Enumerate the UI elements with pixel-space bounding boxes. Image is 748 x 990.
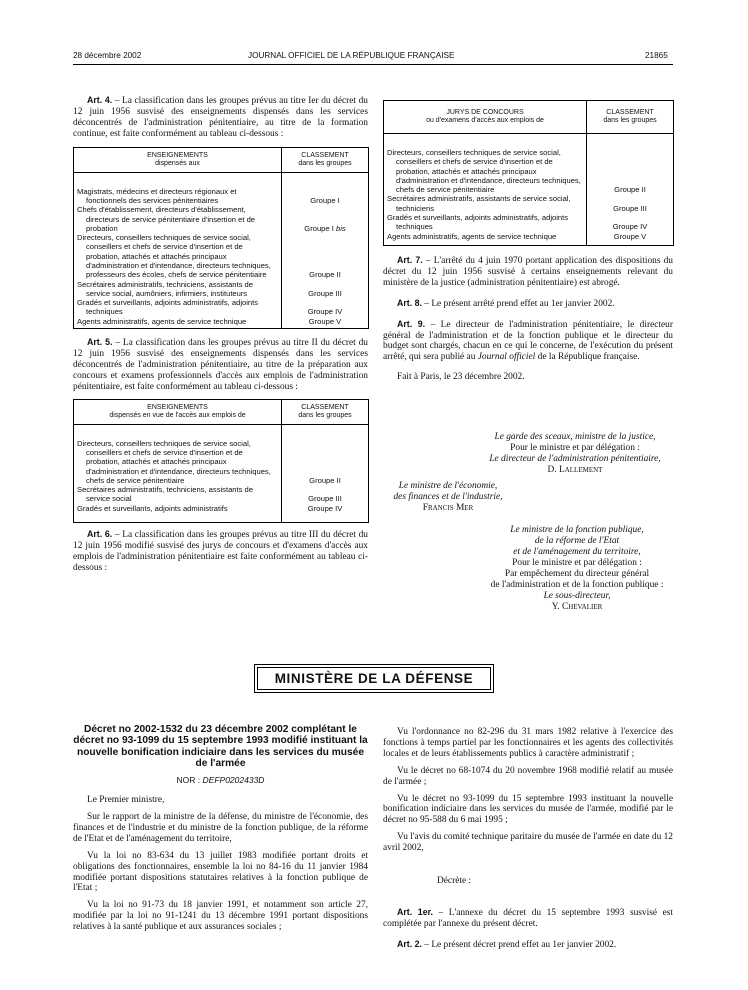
table-row-label: Chefs d'établissement, directeurs d'établissement, directeurs de service pénitentiaire d'insertion et de probation xyxy=(77,205,256,233)
table-row-group: Groupe V xyxy=(613,231,647,241)
article-6: Art. 6. – La classification dans les groupes prévus au titre III du décret du 12 juin 1956 modifié susvisé des jurys de concours et d'examens d'accès aux emplois de l'administration pénitentiaire est faite conformément au tableau ci-dessous : xyxy=(73,528,368,573)
table-row-label: Directeurs, conseillers techniques de service social, conseillers et chefs de service d'insertion et de probation, attachés et attachés principaux d'administration et d'intendance, directeurs techniques, chefs de service pénitentiaire xyxy=(387,148,581,195)
table-preparation-concours xyxy=(73,399,369,523)
table-row-label: Agents administratifs, agents de service technique xyxy=(77,316,247,326)
decree-visa: Vu l'avis du comité technique paritaire du musée de l'armée en date du 12 avril 2002, xyxy=(383,832,673,854)
table-row-label: Gradés et surveillants, adjoints administratifs, adjoints techniques xyxy=(77,298,259,317)
header-date: 28 décembre 2002 xyxy=(73,51,142,60)
header-rule xyxy=(73,64,673,65)
decree-visa: Vu le décret no 68-1074 du 20 novembre 1968 modifié relatif au musée de l'armée ; xyxy=(383,765,673,787)
table1-header-classement: CLASSEMENT dans les groupes xyxy=(282,147,369,172)
decree-right-column xyxy=(383,727,673,951)
signature-fonction-publique: Le ministre de la fonction publique, de la réforme de l'Etat et de l'aménagement du territoire, Pour le ministre et par délégation : Par empêchement du directeur général de l'administration et de la fonction publique : Le sous-directeur, Y. Chevalier xyxy=(468,525,686,613)
right-column-top xyxy=(383,100,673,383)
table2-header-enseignements: ENSEIGNEMENTS dispensés en vue de l'accès aux emplois de xyxy=(74,399,282,424)
ministry-heading: MINISTÈRE DE LA DÉFENSE xyxy=(274,671,474,686)
table-row-group: Groupe II xyxy=(614,185,646,195)
table-row-label: Gradés et surveillants, adjoints administratifs, adjoints techniques xyxy=(387,213,569,232)
table-row-group: Groupe IV xyxy=(307,503,343,513)
table-row-group: Groupe II xyxy=(309,475,341,485)
decree-decrete: Décrète : xyxy=(437,876,472,887)
header-journal: JOURNAL OFFICIEL DE LA RÉPUBLIQUE FRANÇAISE xyxy=(248,51,455,60)
table-row-group: Groupe I bis xyxy=(304,223,346,233)
table-row-label: Secrétaires administratifs, techniciens, assistants de service social, aumôniers, infirmiers, instituteurs xyxy=(77,279,253,298)
article-4: Art. 4. – La classification dans les groupes prévus au titre Ier du décret du 12 juin 1956 susvisé des enseignements dispensés dans les services déconcentrés de l'administration pénitentiaire, au titre de la formation continue, est faite conformément au tableau ci-dessous : xyxy=(73,95,368,139)
table2-header-classement: CLASSEMENT dans les groupes xyxy=(282,399,369,424)
table-row-group: Groupe III xyxy=(613,203,647,213)
table-row-label: Directeurs, conseillers techniques de service social, conseillers et chefs de service d'insertion et de probation, attachés et attachés principaux d'administration et d'intendance, directeurs techniques, chefs de service pénitentiaire xyxy=(77,438,271,485)
table-row-label: Magistrats, médecins et directeurs régionaux et fonctionnels des services pénitentiaires xyxy=(77,186,237,205)
decree-nor: NOR : DEFP0202433D xyxy=(176,775,265,786)
header-page-number: 21865 xyxy=(645,51,668,60)
article-5: Art. 5. – La classification dans les groupes prévus au titre II du décret du 12 juin 1956 susvisé des enseignements dispensés dans les services déconcentrés de l'administration pénitentiaire, au titre de la préparation aux concours et examens professionnels d'accès aux emplois de l'administration pénitentiaire, est faite conformément au tableau ci-dessous : xyxy=(73,337,368,392)
table3-header-classement: CLASSEMENT dans les groupes xyxy=(587,101,674,134)
table-jurys-concours xyxy=(383,100,674,246)
signatory-name: D. Lallement xyxy=(547,465,603,475)
table-formation-continue xyxy=(73,147,369,329)
table-row-group: Groupe V xyxy=(308,316,342,326)
decree-article-2: Art. 2. – Le présent décret prend effet au 1er janvier 2002. xyxy=(397,938,617,950)
signature-date: Fait à Paris, le 23 décembre 2002. xyxy=(397,372,525,383)
table-row-label: Directeurs, conseillers techniques de service social, conseillers et chefs de service d'insertion et de probation, attachés et attachés principaux d'administration et d'intendance, directeurs techniques, professeurs des écoles, chefs de service pénitentiaire xyxy=(77,233,271,280)
decree-visa: Vu l'ordonnance no 82-296 du 31 mars 1982 relative à l'exercice des fonctions à temps partiel par les fonctionnaires et les agents des collectivités locales et de leurs établissements publics à caractère administratif ; xyxy=(383,727,673,759)
table-row-group: Groupe II xyxy=(309,270,341,280)
decree-left-column xyxy=(73,724,368,933)
article-7: Art. 7. – L'arrêté du 4 juin 1970 portant application des dispositions du décret du 12 juin 1956 susvisé à certains enseignements relevant du ministère de la justice (administration pénitentiaire) est abrogé. xyxy=(383,254,673,288)
table-row-group: Groupe III xyxy=(308,494,342,504)
article-9: Art. 9. – Le directeur de l'administration pénitentiaire, le directeur général de l'administration et de la fonction publique et le directeur du budget sont chargés, chacun en ce qui le concerne, de l'exécution du présent arrêté, qui sera publié au Journal officiel de la République française. xyxy=(383,318,673,363)
table-row-group: Groupe IV xyxy=(307,307,343,317)
table-row-label: Secrétaires administratifs, techniciens, assistants de service social xyxy=(77,485,253,504)
table-row-label: Secrétaires administratifs, assistants de service social, techniciens xyxy=(387,194,571,213)
table-row-label: Agents administratifs, agents de service technique xyxy=(387,231,557,241)
table-row-group: Groupe III xyxy=(308,288,342,298)
decree-rapport: Sur le rapport de la ministre de la défense, du ministre de l'économie, des finances et de l'industrie et du ministre de la fonction publique, de la réforme de l'Etat et de l'aménagement du territoire, xyxy=(73,812,368,844)
signatory-name: Y. Chevalier xyxy=(551,602,603,612)
table-row-group: Groupe I xyxy=(310,195,340,205)
table-row-label: Gradés et surveillants, adjoints administratifs xyxy=(77,503,228,513)
table-row-group: Groupe IV xyxy=(612,222,648,232)
table1-header-enseignements: ENSEIGNEMENTS dispensés aux xyxy=(74,147,282,172)
decree-visa: Vu la loi no 91-73 du 18 janvier 1991, et notamment son article 27, modifiée par la loi no 91-1241 du 13 décembre 1991 portant dispositions relatives à la santé publique et aux assurances sociales ; xyxy=(73,900,368,933)
ministry-heading-box xyxy=(254,664,494,693)
signature-justice: Le garde des sceaux, ministre de la justice, Pour le ministre et par délégation : Le directeur de l'administration pénitentiaire, D. Lallement xyxy=(470,432,680,476)
table3-header-jurys: JURYS DE CONCOURS ou d'examens d'accès aux emplois de xyxy=(384,101,587,134)
left-column-top xyxy=(73,95,368,574)
article-8: Art. 8. – Le présent arrêté prend effet au 1er janvier 2002. xyxy=(397,297,615,309)
decree-visa: Vu la loi no 83-634 du 13 juillet 1983 modifiée portant droits et obligations des fonctionnaires, ensemble la loi no 84-16 du 11 janvier 1984 modifiée portant dispositions statutaires relatives à la fonction publique de l'Etat ; xyxy=(73,850,368,894)
signature-economie: Le ministre de l'économie, des finances et de l'industrie, Francis Mer xyxy=(378,481,518,514)
decree-title: Décret no 2002-1532 du 23 décembre 2002 complétant le décret no 93-1099 du 15 septembre 1993 modifié instituant la nouvelle bonification indiciaire dans les services du musée de l'armée xyxy=(73,724,368,769)
signatory-name: Francis Mer xyxy=(422,503,474,513)
decree-visa: Vu le décret no 93-1099 du 15 septembre 1993 instituant la nouvelle bonification indiciaire dans les services du musée de l'armée, modifié par le décret no 95-588 du 6 mai 1995 ; xyxy=(383,793,673,826)
decree-premier-ministre: Le Premier ministre, xyxy=(87,795,165,806)
decree-article-1: Art. 1er. – L'annexe du décret du 15 septembre 1993 susvisé est complétée par l'annexe du présent décret. xyxy=(383,906,673,929)
